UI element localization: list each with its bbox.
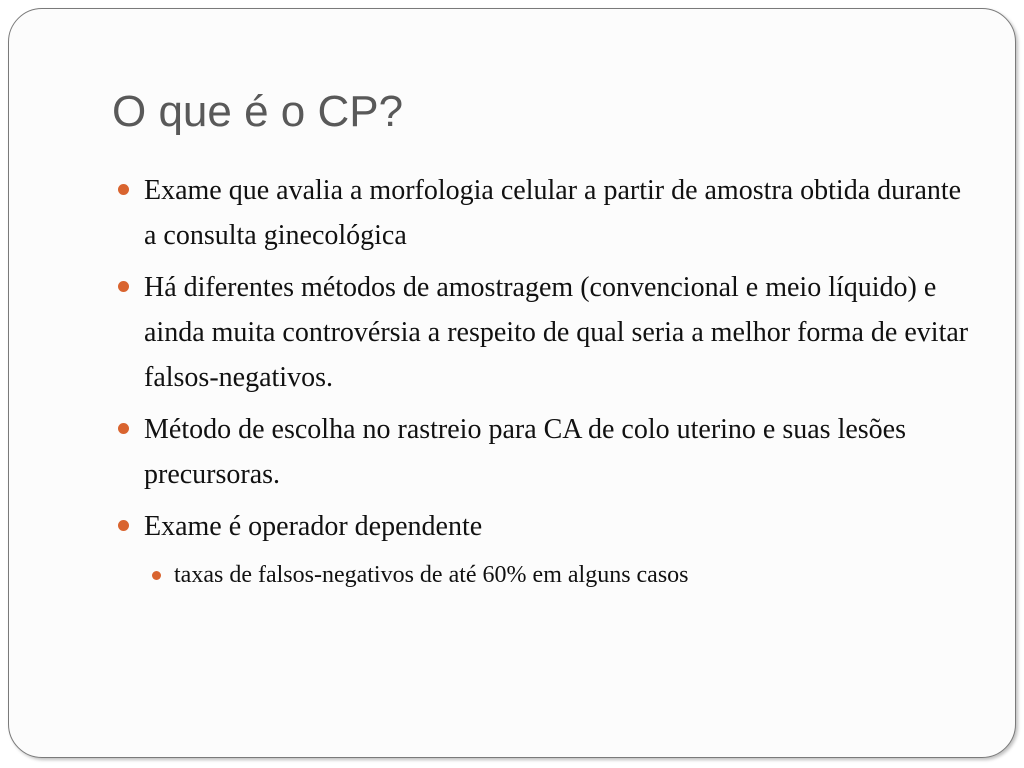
- slide-content: [118, 168, 978, 594]
- bullet-item: [118, 504, 978, 549]
- bullet-text: Exame é operador dependente: [144, 511, 483, 542]
- bullet-dot-icon: [118, 281, 129, 292]
- bullet-item: [118, 407, 978, 497]
- bullet-text: Método de escolha no rastreio para CA de colo uterino e suas lesões precursoras.: [144, 414, 907, 490]
- sub-bullet-item: [152, 556, 978, 594]
- bullet-text: Exame que avalia a morfologia celular a partir de amostra obtida durante a consulta ginecológica: [144, 175, 962, 251]
- bullet-text: Há diferentes métodos de amostragem (convencional e meio líquido) e ainda muita controvérsia a respeito de qual seria a melhor forma de evitar falsos-negativos.: [144, 272, 969, 393]
- bullet-item: [118, 168, 978, 258]
- sub-bullet-dot-icon: [152, 571, 161, 580]
- bullet-dot-icon: [118, 520, 129, 531]
- bullet-dot-icon: [118, 423, 129, 434]
- bullet-item: [118, 265, 978, 400]
- sub-bullet-text: taxas de falsos-negativos de até 60% em alguns casos: [174, 562, 689, 588]
- slide-title: O que é o CP?: [112, 87, 404, 136]
- bullet-dot-icon: [118, 184, 129, 195]
